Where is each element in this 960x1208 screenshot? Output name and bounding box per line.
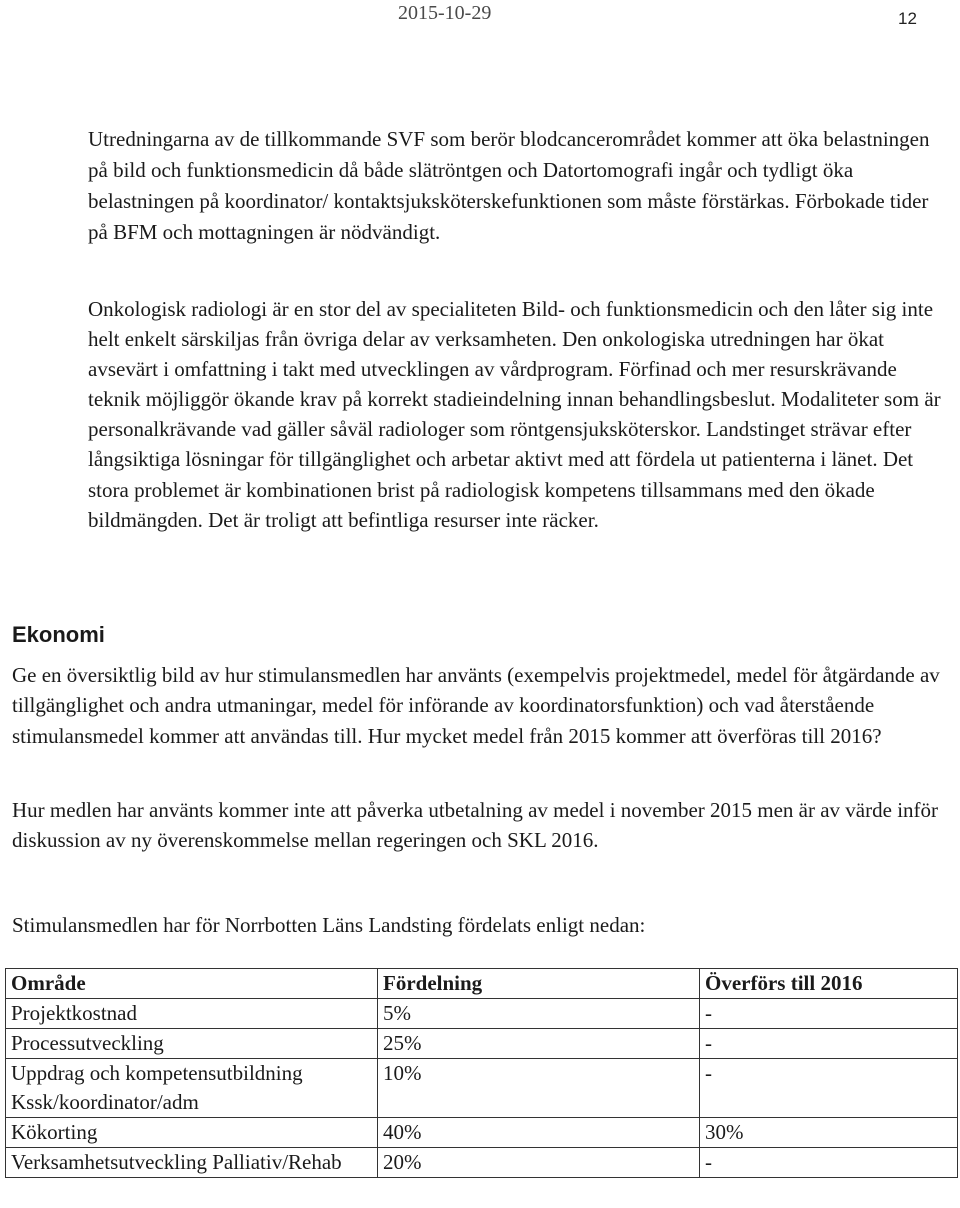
distribution-table <box>5 968 958 1178</box>
table-row <box>6 999 958 1029</box>
cell-area: Processutveckling <box>6 1029 378 1059</box>
table-header-row <box>6 969 958 999</box>
paragraph-fordelning-intro: Stimulansmedlen har för Norrbotten Läns Landsting fördelats enligt nedan: <box>12 913 646 937</box>
column-header-overfors: Överförs till 2016 <box>700 969 958 999</box>
table-row <box>6 1059 958 1118</box>
table-row <box>6 1118 958 1148</box>
cell-transfer: - <box>700 1029 958 1059</box>
page-number: 12 <box>898 9 917 28</box>
cell-area: Kökorting <box>6 1118 378 1148</box>
cell-area: Uppdrag och kompetensutbildning Kssk/koordinator/adm <box>6 1059 378 1118</box>
cell-share: 20% <box>378 1148 700 1178</box>
cell-transfer: 30% <box>700 1118 958 1148</box>
cell-transfer: - <box>700 1059 958 1118</box>
paragraph-stimulansmedel-fraga: Ge en översiktlig bild av hur stimulansmedlen har använts (exempelvis projektmedel, medel för åtgärdande av tillgänglighet och andra utmaningar, medel för införande av koordinatorsfunktion) och vad återstående stimulansmedel kommer att användas till. Hur mycket medel från 2015 kommer att överföras till 2016? <box>12 663 940 748</box>
cell-share: 10% <box>378 1059 700 1118</box>
cell-area: Projektkostnad <box>6 999 378 1029</box>
cell-share: 25% <box>378 1029 700 1059</box>
cell-transfer: - <box>700 999 958 1029</box>
cell-share: 5% <box>378 999 700 1029</box>
section-heading-ekonomi: Ekonomi <box>12 622 105 647</box>
table-row <box>6 1148 958 1178</box>
column-header-fordelning: Fördelning <box>378 969 700 999</box>
cell-area: Verksamhetsutveckling Palliativ/Rehab <box>6 1148 378 1178</box>
column-header-omrade: Område <box>6 969 378 999</box>
paragraph-svf-blodcancer: Utredningarna av de tillkommande SVF som berör blodcancerområdet kommer att öka belastningen på bild och funktionsmedicin då både slätröntgen och Datortomografi ingår och tydligt öka belastningen på koordinator/ kontaktsjuksköterskefunktionen som måste förstärkas. Förbokade tider på BFM och mottagningen är nödvändigt. <box>88 127 930 244</box>
paragraph-onkologisk-radiologi: Onkologisk radiologi är en stor del av specialiteten Bild- och funktionsmedicin och den låter sig inte helt enkelt särskiljas från övriga delar av verksamheten. Den onkologiska utredningen har ökat avsevärt i omfattning i takt med utvecklingen av vårdprogram. Förfinad och mer resurskrävande teknik möjliggör ökande krav på korrekt stadieindelning innan behandlingsbeslut. Modaliteter som är personalkrävande vad gäller såväl radiologer som röntgensjuksköterskor. Landstinget strävar efter långsiktiga lösningar för tillgänglighet och arbetar aktivt med att fördela ut patienterna i länet. Det stora problemet är kombinationen brist på radiologisk kompetens tillsammans med den ökade bildmängden. Det är troligt att befintliga resurser inte räcker. <box>88 297 941 532</box>
table-row <box>6 1029 958 1059</box>
header-date: 2015-10-29 <box>398 2 492 24</box>
cell-transfer: - <box>700 1148 958 1178</box>
paragraph-medel-anvandning: Hur medlen har använts kommer inte att påverka utbetalning av medel i november 2015 men är av värde inför diskussion av ny överenskommelse mellan regeringen och SKL 2016. <box>12 798 939 853</box>
cell-share: 40% <box>378 1118 700 1148</box>
